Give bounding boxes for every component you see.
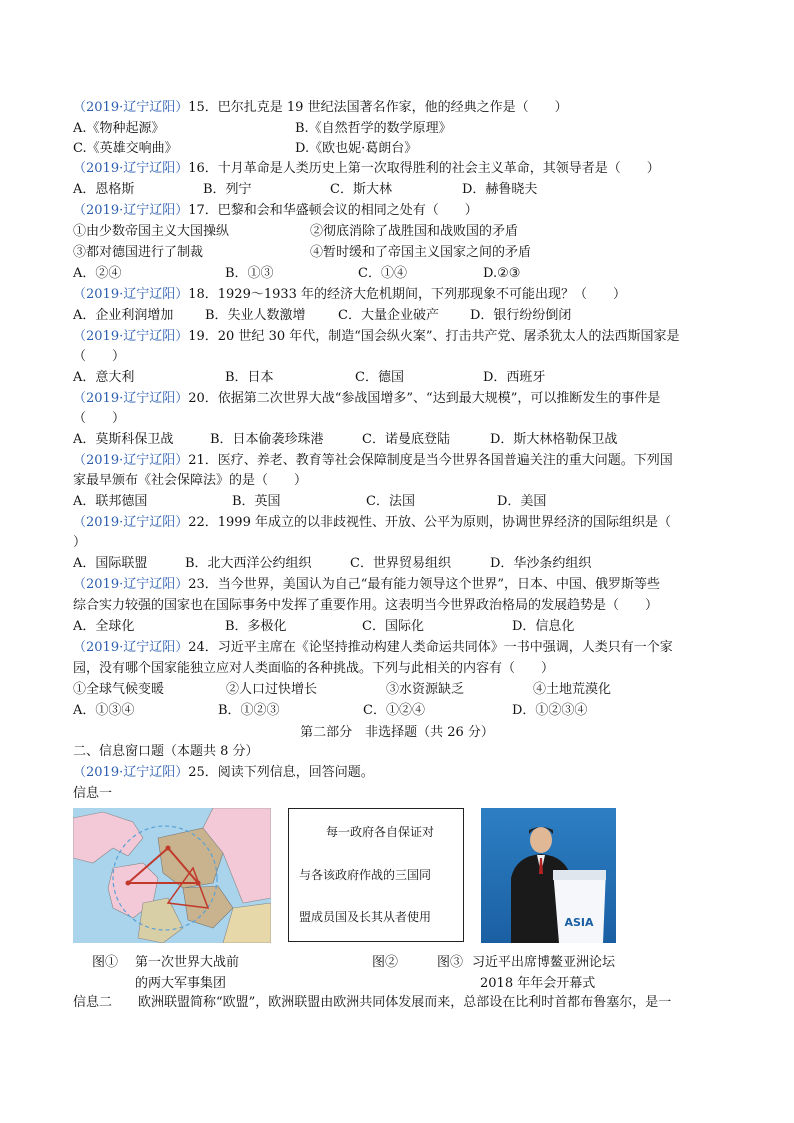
q18-option-d: D．银行纷纷倒闭	[470, 308, 572, 323]
figure-1-label: 图①	[92, 955, 119, 970]
europe-map-image	[73, 808, 271, 943]
q17-text: 17．巴黎和会和华盛顿会议的相同之处有（ ）	[188, 203, 478, 218]
q16-option-b: B．列宁	[203, 182, 252, 197]
q15-option-b: B.《自然哲学的数学原理》	[295, 121, 452, 136]
q18-source: （2019·辽宁辽阳）	[73, 287, 189, 302]
q20-option-d: D．斯大林格勒保卫战	[490, 432, 618, 447]
q24-option-d: D．①②③④	[512, 703, 588, 718]
q24-statement-1: ①全球气候变暖	[73, 682, 165, 697]
q24-option-b: B．①②③	[218, 703, 280, 718]
q21-source: （2019·辽宁辽阳）	[73, 453, 189, 468]
q20-option-b: B．日本偷袭珍珠港	[210, 432, 324, 447]
q19-stem	[73, 327, 680, 347]
q19-source: （2019·辽宁辽阳）	[73, 329, 189, 344]
q15-source: （2019·辽宁辽阳）	[73, 100, 189, 115]
q16-stem	[73, 159, 660, 179]
q23-text: 23．当今世界，美国认为自己“最有能力领导这个世界”，日本、中国、俄罗斯等些	[188, 577, 661, 592]
figure-1-caption-1: 第一次世界大战前	[135, 955, 240, 970]
q24-text: 24．习近平主席在《论坚持推动构建人类命运共同体》一书中强调，人类只有一个家	[188, 640, 673, 655]
q21-text: 21．医疗、养老、教育等社会保障制度是当今世界各国普遍关注的重大问题。下列国	[188, 453, 673, 468]
q22-stem	[73, 513, 671, 533]
q21-option-c: C．法国	[366, 494, 415, 509]
q16-option-d: D．赫鲁晓夫	[462, 182, 538, 197]
q17-stem	[73, 201, 478, 221]
q15-option-a: A.《物种起源》	[73, 121, 165, 136]
q20-text: 20．依据第二次世界大战“参战国增多”、“达到最大规模”，可以推断发生的事件是	[188, 391, 661, 406]
q24-stem-cont: 园，没有哪个国家能独立应对人类面临的各种挑战。下列与此相关的内容有（ ）	[73, 661, 555, 676]
q17-statement-1: ①由少数帝国主义大国操纵	[73, 224, 230, 239]
q20-source: （2019·辽宁辽阳）	[73, 391, 189, 406]
forum-photo-image	[481, 808, 616, 943]
q22-option-d: D．华沙条约组织	[490, 556, 592, 571]
q24-statement-4: ④土地荒漠化	[533, 682, 612, 697]
info-two-label: 信息二	[73, 995, 113, 1010]
q23-option-d: D．信息化	[512, 619, 575, 634]
q17-source: （2019·辽宁辽阳）	[73, 203, 189, 218]
q22-source: （2019·辽宁辽阳）	[73, 515, 189, 530]
figure-2-line-3: 盟成员国及长其从者使用	[299, 910, 432, 924]
figure-2-label: 图②	[372, 955, 399, 970]
q23-source: （2019·辽宁辽阳）	[73, 577, 189, 592]
q21-option-d: D．美国	[497, 494, 547, 509]
q20-option-a: A．莫斯科保卫战	[73, 432, 174, 447]
q21-option-b: B．英国	[232, 494, 281, 509]
q17-option-b: B．①③	[225, 266, 274, 281]
q23-stem-cont: 综合实力较强的国家也在国际事务中发挥了重要作用。这表明当今世界政治格局的发展趋势是（ ）	[73, 598, 659, 613]
q21-option-a: A．联邦德国	[73, 494, 148, 509]
q22-text: 22．1999 年成立的以非歧视性、开放、公平为原则，协调世界经济的国际组织是（	[188, 515, 671, 530]
q19-stem-cont: （ ）	[73, 349, 126, 364]
q16-option-c: C．斯大林	[330, 182, 392, 197]
q23-option-a: A．全球化	[73, 619, 135, 634]
q19-text: 19．20 世纪 30 年代，制造“国会纵火案”、打击共产党、屠杀犹太人的法西斯国家是	[188, 329, 680, 344]
info-two-text: 欧洲联盟简称“欧盟”，欧洲联盟由欧洲共同体发展而来，总部设在比利时首都布鲁塞尔，是一	[138, 995, 672, 1010]
q17-statement-2: ②彻底消除了战胜国和战败国的矛盾	[310, 224, 519, 239]
figure-1-caption-2: 的两大军事集团	[135, 976, 227, 991]
figure-1-map	[73, 808, 271, 943]
q24-stem	[73, 638, 673, 658]
q17-option-d: D.②③	[483, 266, 521, 281]
q21-stem	[73, 451, 673, 471]
q23-stem	[73, 575, 660, 595]
q15-option-d: D.《欧也妮·葛朗台》	[295, 141, 418, 156]
q20-stem	[73, 389, 660, 409]
q20-stem-cont: （ ）	[73, 411, 126, 426]
q22-option-b: B．北大西洋公约组织	[185, 556, 312, 571]
q24-statement-3: ③水资源缺乏	[386, 682, 465, 697]
part-two-title: 第二部分 非选择题（共 26 分）	[300, 725, 494, 740]
q24-statement-2: ②人口过快增长	[226, 682, 318, 697]
q18-option-a: A．企业利润增加	[73, 308, 174, 323]
figure-3-label: 图③	[437, 955, 464, 970]
figure-3-photo	[481, 808, 616, 943]
q22-option-a: A．国际联盟	[73, 556, 148, 571]
q15-stem	[73, 98, 568, 118]
q15-option-c: C.《英雄交响曲》	[73, 141, 178, 156]
q22-stem-cont: ）	[73, 535, 87, 550]
q17-option-c: C．①④	[358, 266, 407, 281]
q19-option-d: D．西班牙	[483, 370, 546, 385]
q17-statement-4: ④暂时缓和了帝国主义国家之间的矛盾	[310, 245, 532, 260]
q25-source: （2019·辽宁辽阳）	[73, 765, 189, 780]
q20-option-c: C．诺曼底登陆	[362, 432, 450, 447]
figure-2-line-1: 每一政府各自保证对	[326, 825, 435, 839]
figure-3-caption-1: 习近平出席博鳌亚洲论坛	[472, 955, 616, 970]
q23-option-c: C．国际化	[362, 619, 424, 634]
section-two-heading: 二、信息窗口题（本题共 8 分）	[73, 744, 259, 759]
info-one-label: 信息一	[73, 786, 113, 801]
q25-text: 25．阅读下列信息，回答问题。	[188, 765, 374, 780]
figure-2-textbox	[288, 808, 464, 942]
figure-3-caption-2: 2018 年年会开幕式	[480, 976, 596, 991]
q23-option-b: B．多极化	[225, 619, 287, 634]
q18-option-c: C．大量企业破产	[338, 308, 439, 323]
q21-stem-cont: 家最早颁布《社会保障法》的是（ ）	[73, 473, 308, 488]
asia-banner-text: ASIA	[564, 916, 594, 929]
q16-source: （2019·辽宁辽阳）	[73, 161, 189, 176]
q18-option-b: B．失业人数激增	[205, 308, 306, 323]
q18-text: 18．1929～1933 年的经济大危机期间，下列那现象不可能出现？（ ）	[188, 287, 627, 302]
q24-source: （2019·辽宁辽阳）	[73, 640, 189, 655]
q17-option-a: A．②④	[73, 266, 122, 281]
q18-stem	[73, 285, 626, 305]
q19-option-b: B．日本	[225, 370, 274, 385]
q16-option-a: A．恩格斯	[73, 182, 135, 197]
q19-option-a: A．意大利	[73, 370, 135, 385]
q16-text: 16．十月革命是人类历史上第一次取得胜利的社会主义革命，其领导者是（ ）	[188, 161, 660, 176]
q15-text: 15．巴尔扎克是 19 世纪法国著名作家，他的经典之作是（ ）	[188, 100, 568, 115]
q24-option-a: A．①③④	[73, 703, 135, 718]
q22-option-c: C．世界贸易组织	[350, 556, 451, 571]
q17-statement-3: ③都对德国进行了制裁	[73, 245, 204, 260]
figure-2-line-2: 与各该政府作战的三国同	[299, 868, 432, 882]
info-two-paragraph	[73, 993, 671, 1013]
q24-option-c: C．①②④	[363, 703, 425, 718]
q25-stem	[73, 763, 374, 783]
q19-option-c: C．德国	[355, 370, 404, 385]
